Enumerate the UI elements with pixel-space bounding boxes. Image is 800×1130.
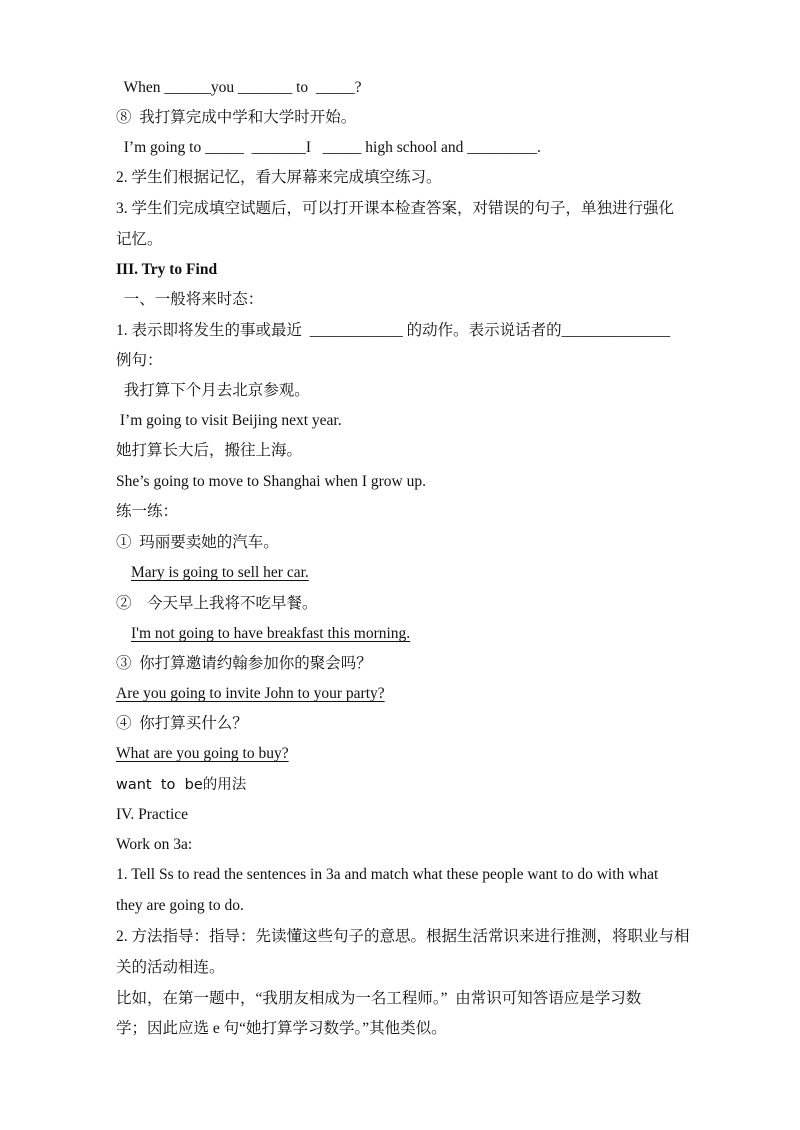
practice-2-chinese: ② 今天早上我将不吃早餐。 [116, 595, 318, 612]
example-2-english: She’s going to move to Shanghai when I grow up. [116, 473, 426, 490]
practice-3-answer: Are you going to invite John to your party? [116, 685, 385, 702]
section-heading-practice: IV. Practice [116, 806, 189, 823]
practice-step-1-cont: they are going to do. [116, 897, 244, 914]
example-2-chinese: 她打算长大后，搬往上海。 [116, 442, 303, 459]
fill-blank-going-to: I’m going to _____ _______I _____ high school and _________. [116, 139, 541, 156]
work-on-3a: Work on 3a: [116, 836, 193, 853]
example-label: 例句： [116, 352, 163, 369]
step-2-text: 2. 学生们根据记忆，看大屏幕来完成填空练习。 [116, 169, 442, 186]
practice-4-answer: What are you going to buy? [116, 745, 289, 762]
want-to-be-usage: want to be的用法 [116, 777, 247, 793]
section-heading-try-to-find: III. Try to Find [116, 261, 218, 278]
rule-1-text: 1. 表示即将发生的事或最近 ____________ 的动作。表示说话者的______________ [116, 322, 671, 339]
example-explanation-cont: 学；因此应选 e 句“她打算学习数学。”其他类似。 [116, 1020, 447, 1037]
practice-1-chinese: ① 玛丽要卖她的汽车。 [116, 534, 279, 551]
example-1-chinese: 我打算下个月去北京参观。 [116, 382, 310, 399]
step-3-text-cont: 记忆。 [116, 231, 163, 248]
practice-step-2: 2. 方法指导：指导：先读懂这些句子的意思。根据生活常识来进行推测，将职业与相 [116, 928, 690, 945]
step-3-text: 3. 学生们完成填空试题后，可以打开课本检查答案，对错误的句子，单独进行强化 [116, 200, 675, 217]
fill-blank-when-question: When ______you _______ to _____? [116, 79, 362, 96]
practice-2-answer: I'm not going to have breakfast this morning. [131, 625, 411, 642]
practice-1-answer: Mary is going to sell her car. [131, 564, 309, 581]
subheading-future-tense: 一、一般将来时态： [116, 291, 264, 308]
practice-step-1: 1. Tell Ss to read the sentences in 3a and match what these people want to do with what [116, 866, 659, 883]
example-explanation: 比如，在第一题中，“我朋友相成为一名工程师。” 由常识可知答语应是学习数 [116, 990, 642, 1007]
practice-label: 练一练： [116, 503, 179, 520]
practice-step-2-cont: 关的活动相连。 [116, 959, 225, 976]
item-8-chinese: ⑧ 我打算完成中学和大学时开始。 [116, 109, 357, 126]
practice-4-chinese: ④ 你打算买什么？ [116, 715, 248, 732]
example-1-english: I’m going to visit Beijing next year. [116, 412, 342, 429]
practice-3-chinese: ③ 你打算邀请约翰参加你的聚会吗？ [116, 655, 372, 672]
